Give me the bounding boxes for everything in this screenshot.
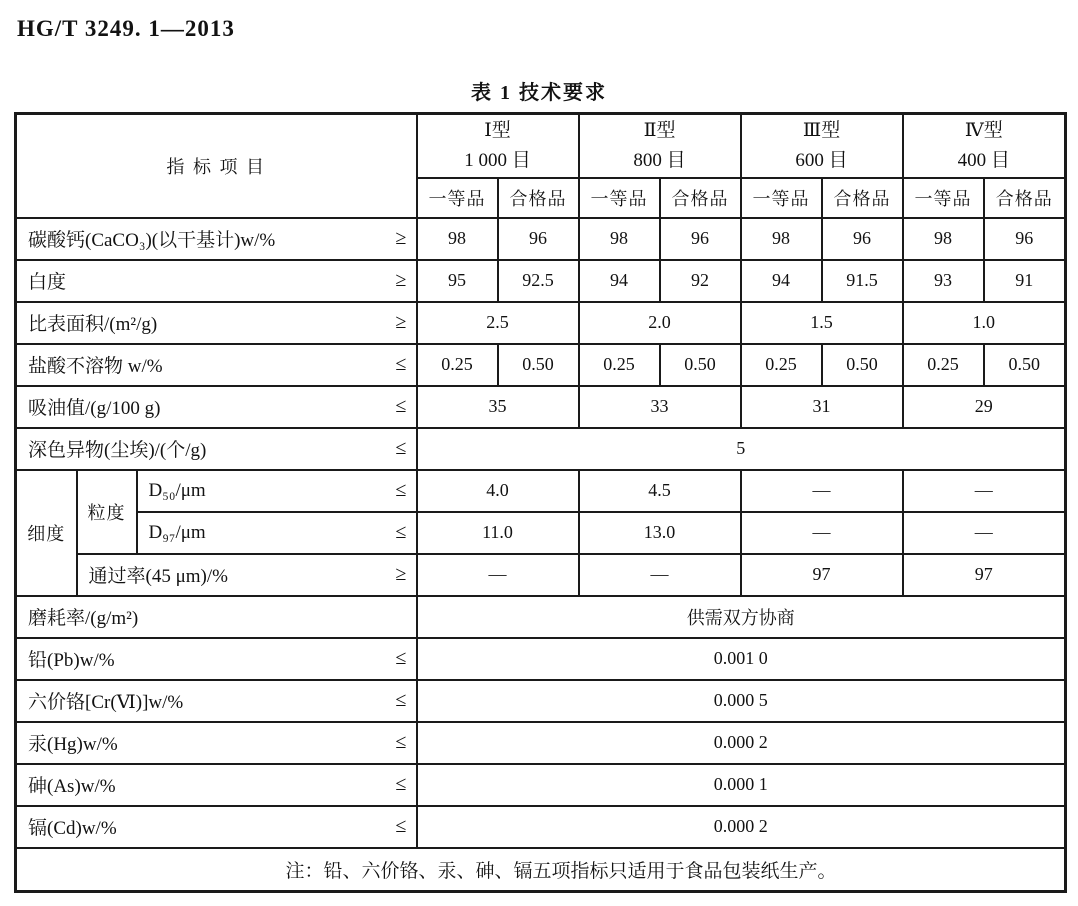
technical-requirements-table <box>14 112 1067 893</box>
value-cell: 98 <box>903 218 984 260</box>
value-cell: 0.000 2 <box>417 806 1066 848</box>
row-operator: ≤ <box>395 731 407 753</box>
grade-header: 一等品 <box>579 178 660 218</box>
type-mesh: 1 000 目 <box>464 149 531 171</box>
grade-header: 一等品 <box>741 178 822 218</box>
header-type-3 <box>741 114 903 178</box>
value-cell: 33 <box>579 386 741 428</box>
value-cell: 13.0 <box>579 512 741 554</box>
value-cell: 92.5 <box>498 260 579 302</box>
row-label-cell <box>16 680 417 722</box>
value-cell: 0.25 <box>417 344 498 386</box>
value-cell: 97 <box>741 554 903 596</box>
row-label: 白度 <box>28 272 67 293</box>
value-cell: 0.25 <box>741 344 822 386</box>
value-cell: 0.50 <box>822 344 903 386</box>
row-label-cell <box>16 722 417 764</box>
value-cell: — <box>741 470 903 512</box>
value-cell: 0.25 <box>903 344 984 386</box>
type-name: Ⅱ型 <box>643 120 676 142</box>
value-cell: 4.0 <box>417 470 579 512</box>
value-cell: 31 <box>741 386 903 428</box>
fineness-group-label: 细度 <box>16 470 77 596</box>
value-cell: 1.0 <box>903 302 1066 344</box>
grade-header: 合格品 <box>822 178 903 218</box>
value-cell: 0.25 <box>579 344 660 386</box>
row-label: 比表面积/(m²/g) <box>28 314 158 335</box>
type-name: Ⅲ型 <box>802 120 841 142</box>
row-operator: ≥ <box>395 563 407 585</box>
value-cell: 1.5 <box>741 302 903 344</box>
row-label-cell <box>16 260 417 302</box>
row-operator: ≤ <box>395 353 407 375</box>
row-label-cell <box>77 554 417 596</box>
value-cell: 96 <box>822 218 903 260</box>
row-label: 六价铬[Cr(Ⅵ)]w/% <box>28 692 184 713</box>
row-operator: ≤ <box>395 773 407 795</box>
value-cell: 91.5 <box>822 260 903 302</box>
value-cell: 98 <box>579 218 660 260</box>
row-label: 吸油值/(g/100 g) <box>28 398 161 419</box>
row-label: 通过率(45 μm)/% <box>88 566 228 587</box>
type-name: Ⅳ型 <box>964 120 1003 142</box>
value-cell: 96 <box>660 218 741 260</box>
value-cell: — <box>579 554 741 596</box>
row-label-cell <box>137 470 417 512</box>
header-type-1 <box>417 114 579 178</box>
row-label-cell <box>16 386 417 428</box>
value-cell: 93 <box>903 260 984 302</box>
header-type-2 <box>579 114 741 178</box>
value-cell: 0.50 <box>660 344 741 386</box>
row-operator: ≤ <box>395 521 407 543</box>
row-label: 磨耗率/(g/m²) <box>28 608 139 629</box>
row-operator: ≥ <box>395 311 407 333</box>
row-label-cell <box>16 218 417 260</box>
row-label: 碳酸钙(CaCO₃)(以干基计)w/% <box>28 230 276 251</box>
value-cell: 29 <box>903 386 1066 428</box>
row-label-cell <box>16 428 417 470</box>
row-label: 深色异物(尘埃)/(个/g) <box>28 440 207 461</box>
row-label-cell <box>137 512 417 554</box>
row-operator: ≤ <box>395 689 407 711</box>
grade-header: 合格品 <box>498 178 579 218</box>
header-type-4 <box>903 114 1066 178</box>
row-label: 汞(Hg)w/% <box>28 734 118 755</box>
value-cell: — <box>741 512 903 554</box>
row-operator: ≥ <box>395 227 407 249</box>
grade-header: 一等品 <box>417 178 498 218</box>
value-cell: 92 <box>660 260 741 302</box>
value-cell: 97 <box>903 554 1066 596</box>
table-title: 表 1 技术要求 <box>471 82 607 104</box>
table-note: 注：铅、六价铬、汞、砷、镉五项指标只适用于食品包装纸生产。 <box>285 860 837 882</box>
particle-size-label: 粒度 <box>77 470 137 554</box>
row-label-cell <box>16 638 417 680</box>
row-operator: ≤ <box>395 479 407 501</box>
row-label: 铅(Pb)w/% <box>28 650 115 671</box>
value-cell: 0.001 0 <box>417 638 1066 680</box>
value-cell: — <box>903 512 1066 554</box>
row-label-cell <box>16 764 417 806</box>
type-name: Ⅰ型 <box>484 120 511 142</box>
table-note-cell <box>16 848 1066 892</box>
row-operator: ≤ <box>395 647 407 669</box>
value-cell: 98 <box>417 218 498 260</box>
row-operator: ≥ <box>395 269 407 291</box>
value-cell: 2.5 <box>417 302 579 344</box>
header-item-label: 指 标 项 目 <box>16 114 417 218</box>
value-cell: 95 <box>417 260 498 302</box>
row-operator: ≤ <box>395 437 407 459</box>
row-label: D₉₇/μm <box>148 521 206 543</box>
value-cell: 4.5 <box>579 470 741 512</box>
row-label: D₅₀/μm <box>148 479 206 501</box>
value-cell: — <box>903 470 1066 512</box>
value-cell: 5 <box>417 428 1066 470</box>
value-cell: — <box>417 554 579 596</box>
row-label: 镉(Cd)w/% <box>28 818 117 839</box>
value-cell: 0.50 <box>984 344 1066 386</box>
value-cell: 0.000 5 <box>417 680 1066 722</box>
type-mesh: 400 目 <box>957 149 1010 171</box>
row-operator: ≤ <box>395 395 407 417</box>
row-label: 砷(As)w/% <box>28 776 116 797</box>
grade-header: 一等品 <box>903 178 984 218</box>
standard-number: HG/T 3249. 1—2013 <box>17 16 235 41</box>
type-mesh: 600 目 <box>795 149 848 171</box>
row-label-cell <box>16 344 417 386</box>
value-cell: 94 <box>579 260 660 302</box>
value-cell: 0.50 <box>498 344 579 386</box>
value-cell: 91 <box>984 260 1066 302</box>
row-label: 盐酸不溶物 w/% <box>28 356 163 377</box>
value-cell: 11.0 <box>417 512 579 554</box>
grade-header: 合格品 <box>660 178 741 218</box>
value-cell: 94 <box>741 260 822 302</box>
value-cell: 96 <box>984 218 1066 260</box>
row-label-cell <box>16 302 417 344</box>
value-cell: 0.000 2 <box>417 722 1066 764</box>
row-label-cell <box>16 806 417 848</box>
value-cell: 96 <box>498 218 579 260</box>
value-cell: 0.000 1 <box>417 764 1066 806</box>
row-operator: ≤ <box>395 815 407 837</box>
type-mesh: 800 目 <box>633 149 686 171</box>
value-cell: 98 <box>741 218 822 260</box>
grade-header: 合格品 <box>984 178 1066 218</box>
row-label-cell <box>16 596 417 638</box>
value-cell: 35 <box>417 386 579 428</box>
value-cell: 2.0 <box>579 302 741 344</box>
value-cell: 供需双方协商 <box>417 596 1066 638</box>
